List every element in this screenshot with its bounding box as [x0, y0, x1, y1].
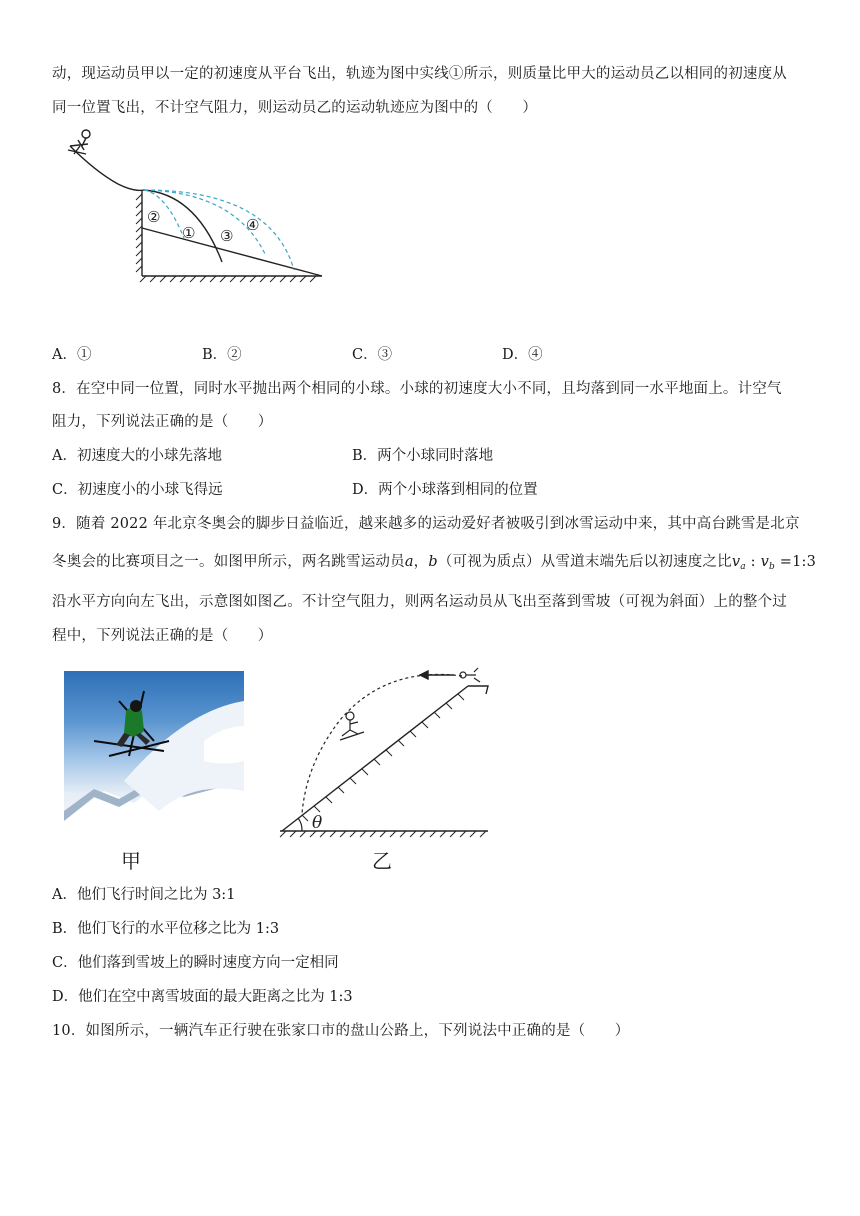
flight-trajectory	[302, 674, 462, 814]
q7-option-a[interactable]: A．①	[52, 347, 92, 363]
q9-var-a: a	[404, 554, 414, 570]
q8-option-b[interactable]: B．两个小球同时落地	[352, 448, 494, 464]
snow-slope	[282, 686, 468, 831]
q9-ratio-sub-b: b	[768, 562, 775, 572]
q9-line2-pre: 冬奥会的比赛项目之一。如图甲所示，两名跳雪运动员	[52, 554, 405, 570]
q8-text-line2: 阻力，下列说法正确的是（ ）	[52, 414, 273, 430]
landing-skier-icon	[340, 712, 364, 740]
figure-caption-jia: 甲	[121, 849, 141, 873]
q7-text-line2: 同一位置飞出，不计空气阻力，则运动员乙的运动轨迹应为图中的（ ）	[52, 100, 538, 116]
q8-text-line1: 8．在空中同一位置，同时水平抛出两个相同的小球。小球的初速度大小不同，且均落到同一水平地面上。计空气	[52, 381, 782, 397]
q9-option-a[interactable]: A．他们飞行时间之比为 3:1	[52, 887, 236, 903]
q8-option-d[interactable]: D．两个小球落到相同的位置	[352, 482, 538, 498]
q9-option-d[interactable]: D．他们在空中离雪坡面的最大距离之比为 1:3	[52, 989, 353, 1005]
q9-text-line4: 程中，下列说法正确的是（ ）	[52, 628, 273, 644]
skier-icon	[68, 130, 90, 154]
label-4: ④	[246, 216, 260, 234]
q9-var-b: b	[428, 554, 438, 570]
q9-ratio-value: =1:3	[774, 554, 817, 570]
q9-line2-mid: （可视为质点）从雪道末端先后以初速度之比	[437, 554, 732, 570]
angle-arc	[298, 818, 302, 831]
q7-text-line1: 动，现运动员甲以一定的初速度从平台飞出，轨迹为图中实线①所示，则质量比甲大的运动员乙以相同的初速度从	[52, 66, 787, 82]
q9-ratio-v2: v	[760, 554, 769, 570]
q9-text-line2	[52, 550, 816, 572]
figure-caption-yi: 乙	[372, 849, 392, 873]
angle-theta-label: θ	[312, 813, 323, 833]
q7-option-b[interactable]: B．②	[202, 347, 242, 363]
q7-option-c[interactable]: C．③	[352, 347, 393, 363]
label-1: ①	[182, 224, 196, 242]
q9-option-b[interactable]: B．他们飞行的水平位移之比为 1:3	[52, 921, 280, 937]
q9-ratio-colon: :	[745, 554, 761, 570]
q9-comma: ，	[413, 554, 429, 570]
q8-option-a[interactable]: A．初速度大的小球先落地	[52, 448, 222, 464]
trajectory-4	[144, 190, 294, 270]
launch-skier-icon	[460, 668, 480, 682]
q10-text-line1: 10．如图所示，一辆汽车正行驶在张家口市的盘山公路上，下列说法中正确的是（ ）	[52, 1023, 630, 1039]
q8-option-c[interactable]: C．初速度小的小球飞得远	[52, 482, 223, 498]
q9-ratio-sub-a: a	[740, 562, 746, 572]
q9-text-line1: 9．随着 2022 年北京冬奥会的脚步日益临近，越来越多的运动爱好者被吸引到冰雪运动中来，其中高台跳雪是北京	[52, 516, 800, 532]
ski-jumper-photo	[64, 671, 244, 836]
q9-ratio-v1: v	[731, 554, 741, 570]
q7-ski-jump-diagram	[56, 124, 336, 289]
q7-option-d[interactable]: D．④	[502, 347, 543, 363]
q9-text-line3: 沿水平方向向左飞出，示意图如图乙。不计空气阻力，则两名运动员从飞出至落到雪坡（可视为斜面）上的整个过	[52, 594, 787, 610]
q9-option-c[interactable]: C．他们落到雪坡上的瞬时速度方向一定相同	[52, 955, 339, 971]
q9-schematic-diagram	[276, 664, 496, 839]
label-2: ②	[147, 208, 161, 226]
label-3: ③	[220, 227, 234, 245]
